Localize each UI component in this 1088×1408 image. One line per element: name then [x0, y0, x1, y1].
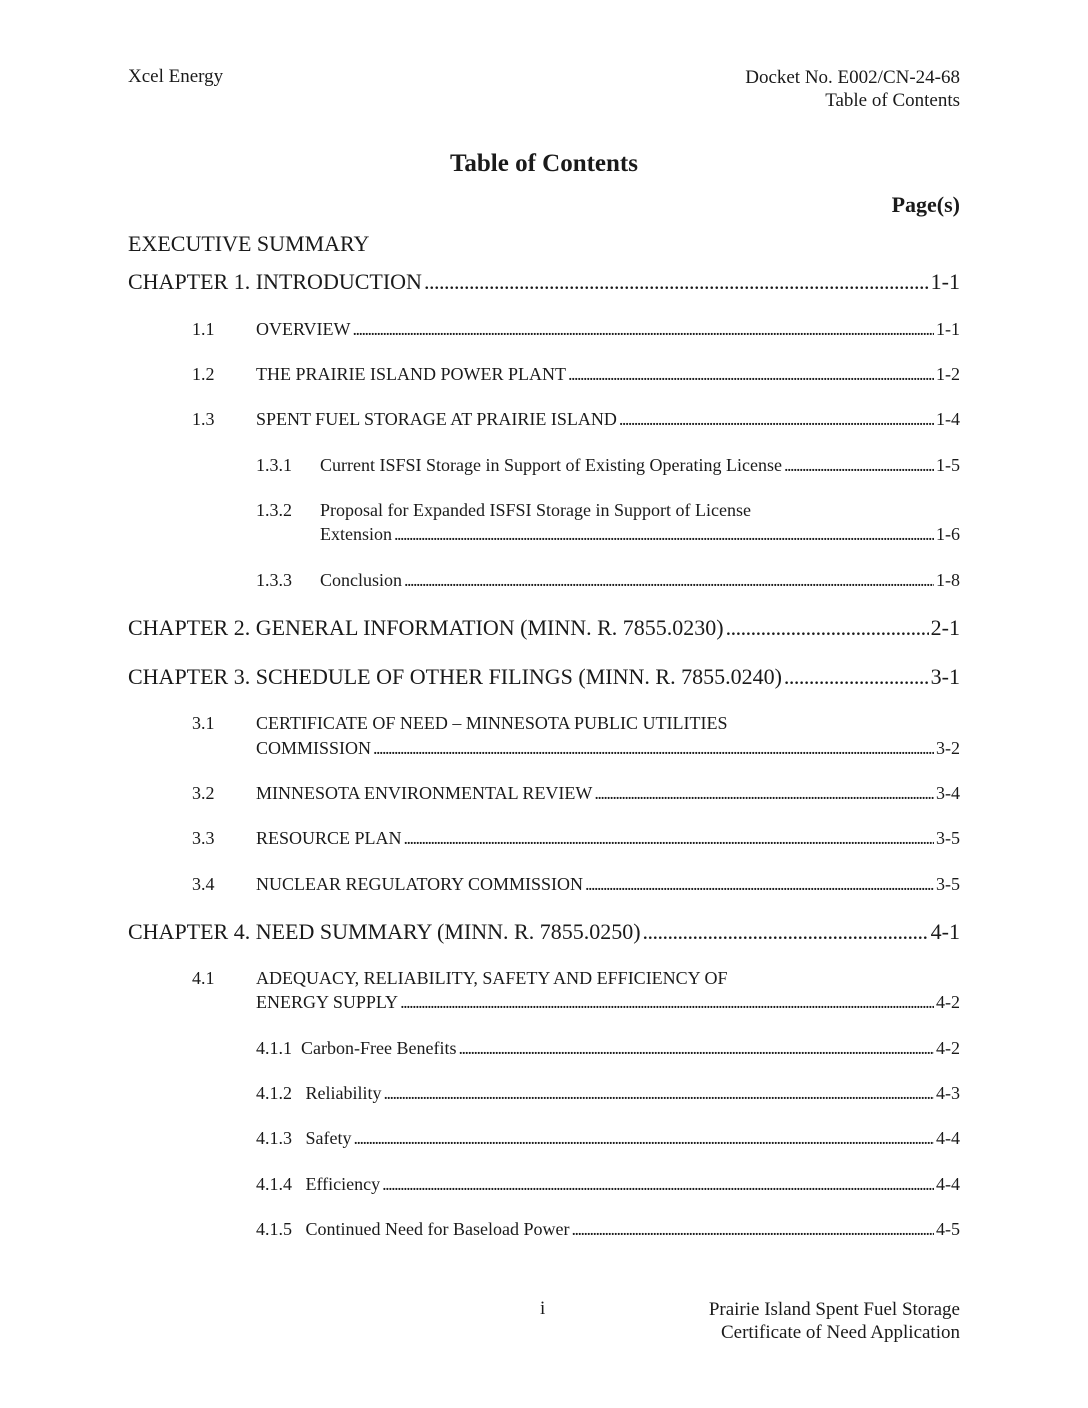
toc-section-4-1-1[interactable]: [256, 1038, 960, 1059]
toc-section-number: 1.2: [192, 364, 215, 384]
dot-leader: [373, 738, 934, 759]
dot-leader: [784, 664, 929, 690]
toc-page-ref: 1-1: [936, 319, 960, 339]
toc-section-4-1[interactable]: [256, 992, 960, 1013]
toc-page-ref: 1-4: [936, 409, 960, 429]
toc-section-4-1-num[interactable]: 4.1: [192, 968, 215, 988]
toc-entry-text: 4.1.3 Safety: [256, 1128, 352, 1148]
toc-page-ref: 4-2: [936, 1038, 960, 1058]
page-title: Table of Contents: [450, 150, 638, 177]
toc-section-3-4[interactable]: [192, 874, 960, 895]
toc-section-number: 1.1: [192, 319, 215, 339]
dot-leader: [404, 828, 934, 849]
toc-entry-text: THE PRAIRIE ISLAND POWER PLANT: [256, 364, 566, 384]
toc-entry-text: CHAPTER 4. NEED SUMMARY (MINN. R. 7855.0250): [128, 919, 641, 944]
toc-page-ref: 4-5: [936, 1219, 960, 1239]
dot-leader: [394, 524, 934, 545]
toc-executive-summary[interactable]: EXECUTIVE SUMMARY: [128, 231, 370, 256]
toc-page-ref: 3-5: [936, 828, 960, 848]
dot-leader: [619, 409, 934, 430]
toc-entry-text: 4.1.4 Efficiency: [256, 1174, 381, 1194]
dot-leader: [404, 570, 934, 591]
toc-entry-text: RESOURCE PLAN: [256, 828, 402, 848]
toc-page-ref: 1-5: [936, 455, 960, 475]
footer-document-title: [709, 1298, 960, 1344]
toc-section-number: 1.3.3: [256, 570, 292, 590]
page-header-left: Xcel Energy: [128, 66, 224, 87]
toc-page-ref: 4-2: [936, 992, 960, 1012]
dot-leader: [382, 1174, 934, 1195]
toc-entry-text: Current ISFSI Storage in Support of Existing Operating License: [320, 455, 782, 475]
toc-entry-text: 4.1.1 Carbon-Free Benefits: [256, 1038, 457, 1058]
toc-section-number: 1.3.2: [256, 500, 292, 520]
toc-entry-text: OVERVIEW: [256, 319, 351, 339]
dot-leader: [400, 992, 934, 1013]
toc-section-3-3[interactable]: [192, 828, 960, 849]
toc-entry-text: 4.1.2 Reliability: [256, 1083, 382, 1103]
toc-chapter-2[interactable]: [128, 615, 960, 641]
toc-section-3-1-text1[interactable]: CERTIFICATE OF NEED – MINNESOTA PUBLIC UTILITIES: [256, 713, 728, 733]
toc-page-ref: 4-4: [936, 1128, 960, 1148]
toc-entry-text: CHAPTER 3. SCHEDULE OF OTHER FILINGS (MINN. R. 7855.0240): [128, 664, 782, 689]
toc-entry-text: ENERGY SUPPLY: [256, 992, 399, 1012]
toc-section-3-1-num[interactable]: 3.1: [192, 713, 215, 733]
toc-section-4-1-2[interactable]: [256, 1083, 960, 1104]
toc-section-1-3-1[interactable]: [256, 455, 960, 476]
toc-entry-text: COMMISSION: [256, 738, 372, 758]
docket-number: Docket No. E002/CN-24-68: [745, 67, 960, 88]
dot-leader: [594, 783, 934, 804]
toc-page-ref: 1-6: [936, 524, 960, 544]
toc-entry-text: MINNESOTA ENVIRONMENTAL REVIEW: [256, 783, 593, 803]
toc-section-1-2[interactable]: [192, 364, 960, 385]
toc-section-4-1-text1[interactable]: ADEQUACY, RELIABILITY, SAFETY AND EFFICIENCY OF: [256, 968, 728, 988]
footer-line-1: Prairie Island Spent Fuel Storage: [708, 1299, 960, 1320]
toc-section-number: 1.3: [192, 409, 215, 429]
toc-page-ref: 3-1: [930, 664, 960, 689]
toc-section-3-2[interactable]: [192, 783, 960, 804]
toc-page-ref: 1-1: [930, 269, 960, 294]
toc-chapter-1[interactable]: [128, 269, 960, 295]
toc-section-number: 3.3: [192, 828, 215, 848]
toc-section-4-1-4[interactable]: [256, 1174, 960, 1195]
toc-page-ref: 1-2: [936, 364, 960, 384]
toc-chapter-3[interactable]: [128, 664, 960, 690]
footer-page-number: i: [540, 1298, 546, 1319]
toc-section-1-3-3[interactable]: [256, 570, 960, 591]
toc-section-number: 3.2: [192, 783, 215, 803]
dot-leader: [726, 615, 929, 641]
pages-column-header: Page(s): [891, 192, 960, 217]
dot-leader: [458, 1038, 934, 1059]
toc-page-ref: 4-4: [936, 1174, 960, 1194]
toc-section-1-3-2[interactable]: [320, 524, 960, 545]
dot-leader: [424, 269, 929, 295]
dot-leader: [353, 319, 934, 340]
toc-section-1-3[interactable]: [192, 409, 960, 430]
toc-page-ref: 3-2: [936, 738, 960, 758]
toc-section-1-3-2-text1[interactable]: Proposal for Expanded ISFSI Storage in Support of License: [320, 500, 751, 520]
page-header-right: [745, 66, 960, 112]
toc-page-ref: 4-3: [936, 1083, 960, 1103]
toc-entry-text: CHAPTER 1. INTRODUCTION: [128, 269, 422, 294]
toc-page-ref: 3-5: [936, 874, 960, 894]
toc-entry-text: SPENT FUEL STORAGE AT PRAIRIE ISLAND: [256, 409, 617, 429]
header-section: Table of Contents: [825, 90, 960, 111]
dot-leader: [571, 1219, 934, 1240]
dot-leader: [784, 455, 934, 476]
toc-chapter-4[interactable]: [128, 919, 960, 945]
dot-leader: [643, 919, 929, 945]
dot-leader: [585, 874, 934, 895]
toc-entry-text: Conclusion: [320, 570, 403, 590]
footer-line-2: Certificate of Need Application: [721, 1322, 960, 1343]
toc-page-ref: 3-4: [936, 783, 960, 803]
toc-section-1-1[interactable]: [192, 319, 960, 340]
toc-section-4-1-5[interactable]: [256, 1219, 960, 1240]
toc-section-4-1-3[interactable]: [256, 1128, 960, 1149]
toc-page-ref: 4-1: [930, 919, 960, 944]
dot-leader: [353, 1128, 934, 1149]
dot-leader: [384, 1083, 935, 1104]
toc-entry-text: NUCLEAR REGULATORY COMMISSION: [256, 874, 584, 894]
toc-section-1-3-2-line1[interactable]: [256, 500, 292, 521]
toc-entry-text: 4.1.5 Continued Need for Baseload Power: [256, 1219, 570, 1239]
toc-entry-text: CHAPTER 2. GENERAL INFORMATION (MINN. R. 7855.0230): [128, 615, 724, 640]
toc-section-number: 1.3.1: [256, 455, 292, 475]
toc-page-ref: 2-1: [930, 615, 960, 640]
toc-entry-text: Extension: [320, 524, 392, 544]
toc-section-3-1[interactable]: [256, 738, 960, 759]
toc-page-ref: 1-8: [936, 570, 960, 590]
dot-leader: [568, 364, 934, 385]
toc-section-number: 3.4: [192, 874, 215, 894]
